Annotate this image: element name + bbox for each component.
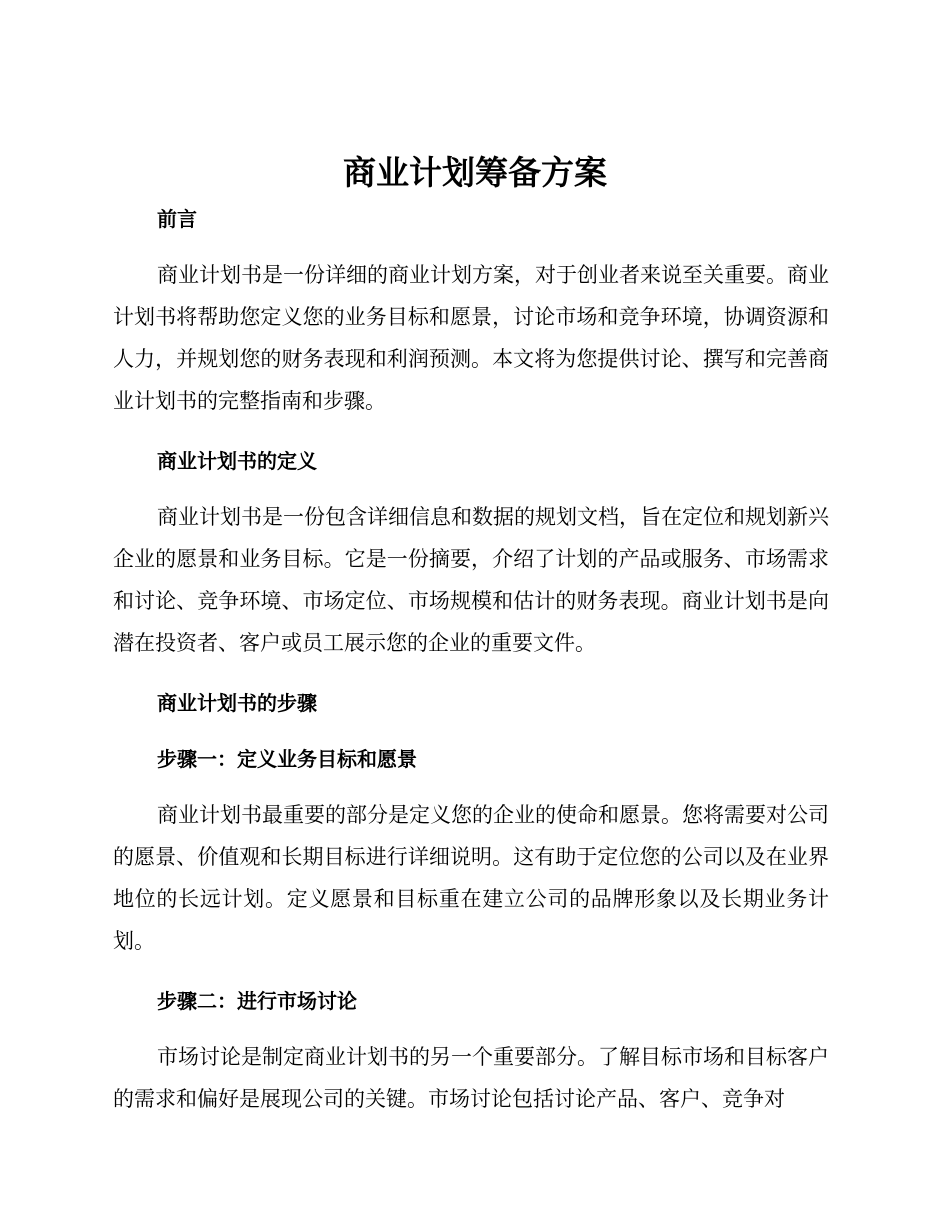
document-body bbox=[113, 198, 829, 1120]
document-title: 商业计划筹备方案 bbox=[343, 153, 607, 192]
step2-heading: 步骤二：进行市场讨论 bbox=[157, 989, 357, 1013]
step2-paragraph: 市场讨论是制定商业计划书的另一个重要部分。了解目标市场和目标客户的需求和偏好是展现公司的关键。市场讨论包括讨论产品、客户、竞争对 bbox=[113, 1045, 829, 1111]
definition-heading: 商业计划书的定义 bbox=[157, 449, 317, 473]
preface-heading: 前言 bbox=[157, 207, 197, 231]
step1-paragraph: 商业计划书最重要的部分是定义您的企业的使命和愿景。您将需要对公司的愿景、价值观和长期目标进行详细说明。这有助于定位您的公司以及在业界地位的长远计划。定义愿景和目标重在建立公司的品牌形象以及长期业务计划。 bbox=[113, 803, 829, 953]
preface-paragraph: 商业计划书是一份详细的商业计划方案，对于创业者来说至关重要。商业计划书将帮助您定义您的业务目标和愿景，讨论市场和竞争环境，协调资源和人力，并规划您的财务表现和利润预测。本文将为您提供讨论、撰写和完善商业计划书的完整指南和步骤。 bbox=[113, 263, 829, 413]
step1-heading: 步骤一：定义业务目标和愿景 bbox=[157, 747, 417, 771]
steps-heading: 商业计划书的步骤 bbox=[157, 691, 317, 715]
definition-paragraph: 商业计划书是一份包含详细信息和数据的规划文档，旨在定位和规划新兴企业的愿景和业务目标。它是一份摘要，介绍了计划的产品或服务、市场需求和讨论、竞争环境、市场定位、市场规模和估计的财务表现。商业计划书是向潜在投资者、客户或员工展示您的企业的重要文件。 bbox=[113, 505, 829, 655]
